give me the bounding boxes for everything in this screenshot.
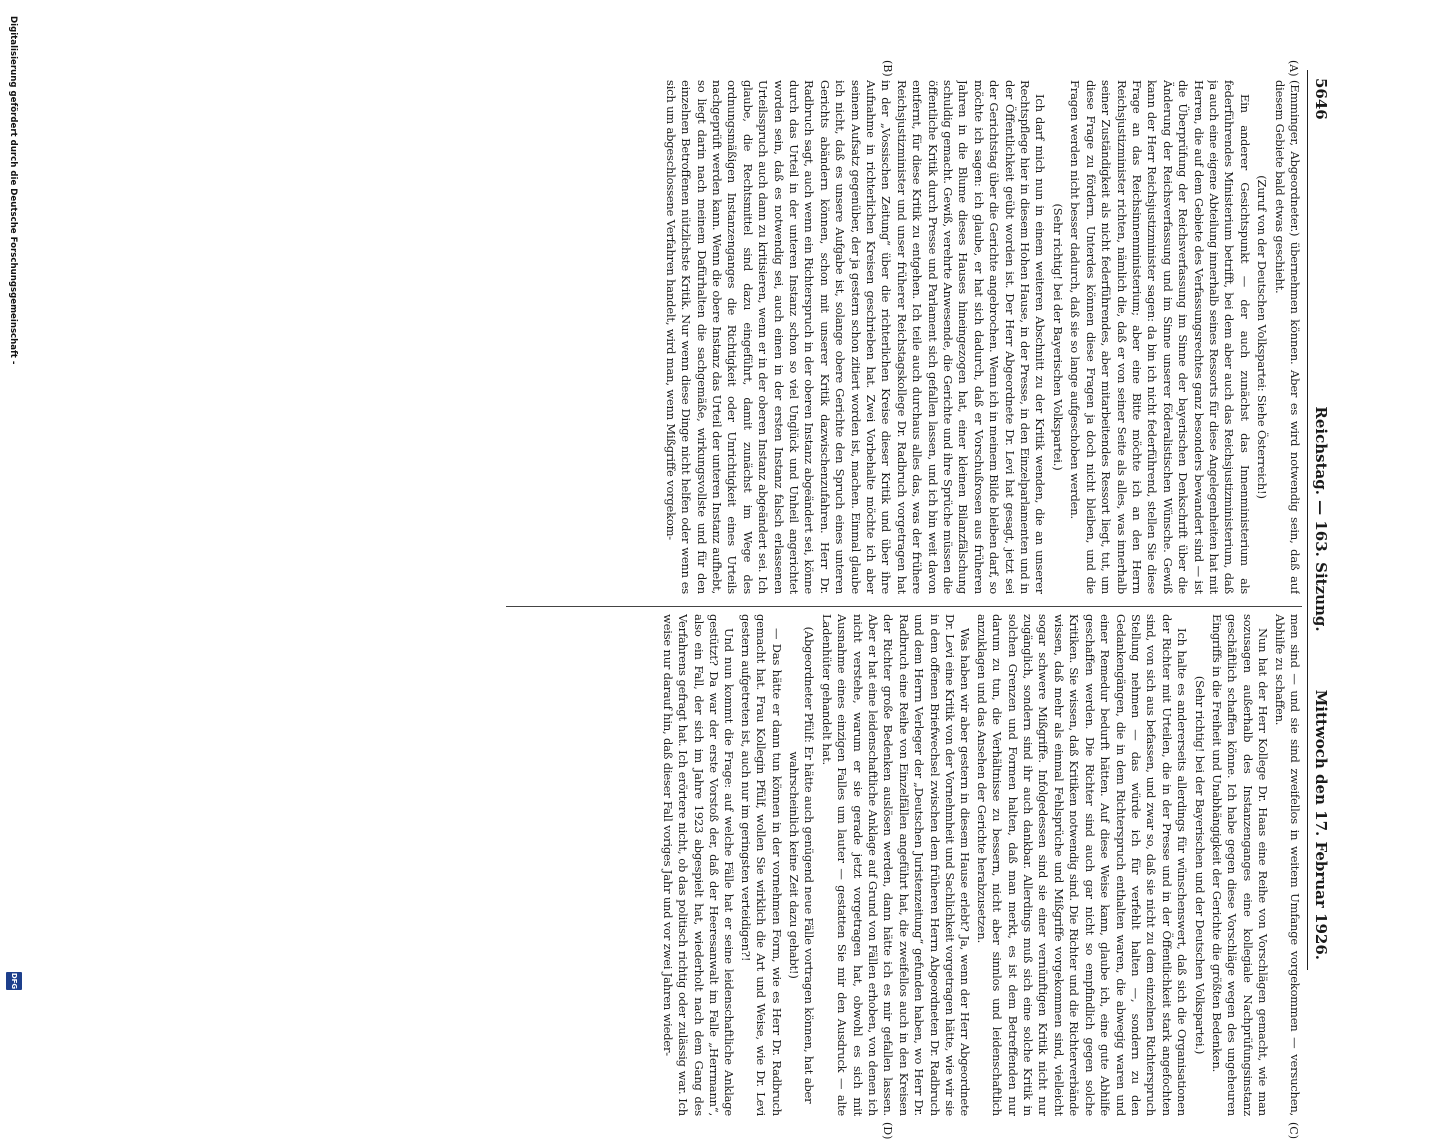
credit-text: Digitalisierung gefördert durch die Deutsche Forschungsgemeinschaft - <box>8 16 18 365</box>
paragraph: Nun hat der Herr Kollege Dr. Haas eine Reihe von Vorschlägen gemacht, wie man sozusagen außerhalb des Instanzenganges eine kollegiale Nachprüfungsinstanz geschäftlich schaffen könne. Ich habe gegen diese Vorschläge wegen des ungeheuren Eingriffs in die Freiheit und Unabhängigkeit der Gerichte die größten Bedenken. <box>1209 614 1271 1116</box>
paragraph: Ein anderer Gesichtspunkt — der auch zunächst das Innenministerium als federführendes Ministerium betrifft, bei dem aber auch das Reichsjustizministerium, daß ja auch eine eigene Abteilung innerhalb seines Ressorts für diese Angelegenheiten hat mit Herren, die auf dem Gebiete des Verfassungsrechtes ganz besonders bewandert sind — ist die Überprüfung der Reichsverfassung im Sinne der bayerischen Denkschrift über die Änderung der Reichsverfassung und im Sinne unserer föderalistischen Wünsche. Gewiß kann der Herr Reichsjustizminister sagen: da bin ich nicht federführend, stellen Sie diese Frage an das Reichsinnenministerium; aber eine Bitte möchte ich an den Herrn Reichsjustizminister richten, nämlich die, daß er von seiner Seite als alles, was innerhalb seiner Zuständigkeit als nicht federführendes, aber mitarbeitendes Ressort liegt, tut, um diese Frage zu fördern. Unterdes können diese Fragen ja doch nicht bleiben, und die Fragen werden nicht besser dadurch, daß sie so lange aufgeschoben werden. <box>1068 80 1252 594</box>
paragraph: Was haben wir aber gestern in diesem Hause erlebt? Ja, wenn der Herr Abgeordnete Dr. Levi eine Kritik von der Vornehmheit und Sachlichkeit vorgetragen hätte, wie wir sie in dem offenen Briefwechsel zwischen dem früheren Herrn Abgeordneten Dr. Radbruch und dem Herrn Verleger der „Deutschen Juristenzeitung“ gefunden haben, wo Herr Dr. Radbruch eine Reihe von Einzelfällen angeführt hat, die zweifellos auch in den Kreisen der Richter große Bedenken auslösen werden, dann hätte ich es mir gefallen lassen. Aber er hat eine leidenschaftliche Anklage auf Grund von Fällen erhoben, von denen ich nicht verstehe, warum er sie gerade jetzt vorgetragen hat, obwohl es sich mit Ausnahme eines einzigen Falles um lauter — gestatten Sie mir den Ausdruck — alte Ladenhüter gehandelt hat. <box>819 614 973 1116</box>
margin-marker-a: (A) <box>1287 60 1300 77</box>
paragraph: Und nun kommt die Frage: auf welche Fälle hat er seine leidenschaftliche Anklage gestützt? Da war der erste Vorstoß der, daß der Heeresanwalt im Falle „Herrmann“, also ein Fall, der sich im Jahre 1923 abgespielt hat, wiederholt nach dem Gang des Verfahrens gefragt hat. Ich erörtere nicht, ob das politisch richtig oder zulässig war. Ich weise nur darauf hin, daß dieser Fall voriges Jahr und vor zwei Jahren wieder- <box>660 614 737 1116</box>
header-rule <box>1307 70 1308 970</box>
margin-marker-b: (B) <box>881 60 894 77</box>
interjection: (Sehr richtig! bei der Bayerischen und der Deutschen Volkspartei.) <box>1192 675 1207 1055</box>
column-divider <box>506 606 1302 607</box>
right-text-column <box>500 614 1302 1116</box>
paragraph: men sind — und sie sind zweifellos in weitem Umfange vorgekommen — versuchen, Abhilfe zu schaffen. <box>1272 614 1302 1116</box>
digitization-credit <box>2 0 24 1000</box>
session-title: Reichstag. — 163. Sitzung. <box>1312 406 1330 632</box>
page-header <box>1308 78 1330 960</box>
margin-marker-d: (D) <box>881 1122 894 1139</box>
margin-marker-c: (C) <box>1287 1122 1300 1139</box>
paragraph: (Emminger, Abgeordneter.) übernehmen können. Aber es wird notwendig sein, daß auf diesem Gebiete bald etwas geschieht. <box>1272 80 1302 594</box>
page-number: 5646 <box>1312 78 1330 120</box>
paragraph: Ich halte es andererseits allerdings für wünschenswert, daß sich die Organisationen der Richter mit Urteilen, die in der Presse und in der Öffentlichkeit stark angefochten sind, von sich aus befassen, und zwar so, daß sie nicht zu dem einzelnen Richterspruch Stellung nehmen — das würde ich für verfehlt halten —, sondern zu den Gedankengängen, die in dem Richterspruch enthalten waren, die abwegig waren und einer Remedur bedurft hätten. Auf diese Weise kann, glaube ich, eine gute Abhilfe geschaffen werden. Die Richter sind auch gar nicht so empfindlich gegen solche Kritiken. Sie wissen, daß Kritiken notwendig sind. Die Richter und die Richterverbände wissen, daß mehr als einmal Fehlsprüche und Mißgriffe vorgekommen sind, vielleicht sogar schwere Mißgriffe. Infolgedessen sind sie einer vernünftigen Kritik nicht nur zugänglich, sondern sind ihr auch dankbar. Allerdings muß sich eine solche Kritik in solchen Grenzen und Formen halten, daß man merkt, es ist dem Betreffenden nur darum zu tun, die Verhältnisse zu bessern, nicht aber sinnlos und leidenschaftlich anzuklagen und das Ansehen der Gerichte herabzusetzen. <box>974 614 1190 1116</box>
interjection: (Zuruf von der Deutschen Volkspartei: Siehe Österreich!) <box>1255 175 1270 499</box>
interjection: (Sehr richtig! bei der Bayerischen Volkspartei.) <box>1050 203 1065 471</box>
interjection: (Abgeordneter Pfülf: Er hätte auch genügend neue Fälle vortragen können, hat aber wahrscheinlich keine Zeit dazu gehabt!) <box>787 626 817 1104</box>
paragraph: Ich darf mich nun in einem weiteren Abschnitt zu der Kritik wenden, die an unserer Rechtspflege hier in diesem Hohen Hause, in der Presse, in den Einzelparlamenten und in der Öffentlichkeit geübt worden ist. Der Herr Abgeordnete Dr. Levi hat gesagt, jetzt sei der Gerichtstag über die Gerichte angebrochen. Wenn ich in meinem Bilde bleiben darf, so möchte ich sagen: ich glaube, er hat sich dadurch, daß er Vorschußrosen aus früheren Jahren in die Blume dieses Hauses hineingezogen hat, einer kleinen Bilanzfälschung schuldig gemacht. Gewiß, verehrte Anwesende, die Gerichte und ihre Sprüche müssen die öffentliche Kritik durch Presse und Parlament sich gefallen lassen, und ich bin weit davon entfernt, für diese Kritik zu entgehen. Ich teile auch durchaus alles das, was der frühere Reichsjustizminister und unser früherer Reichstagskollege Dr. Radbruch vorgetragen hat in der „Vossischen Zeitung“ über die richterlichen Kreise dieser Kritik und über ihre Aufnahme in richterlichen Kreisen geschrieben hat. Zwei Vorbehalte möchte ich aber seinem Aufsatz gegenüber, der ja gestern schon zitiert worden ist, machen. Einmal glaube ich nicht, daß es unsere Aufgabe ist, solange obere Gerichte den Spruch eines unteren Gerichts abändern können, schon mit unserer Kritik dazwischenzufahren. Herr Dr. Radbruch sagt, auch wenn ein Richterspruch in der oberen Instanz abgeändert sei, könne durch das Urteil in der unteren Instanz schon so viel Unglück und Unheil angerichtet worden sein, daß es notwendig sei, auch einen in der ersten Instanz falsch erlassenen Urteilsspruch auch dann zu kritisieren, wenn er in der oberen Instanz abgeändert sei. Ich glaube, die Rechtsmittel sind dazu eingeführt, damit zunächst im Wege des ordnungsmäßigen Instanzenganges die Richtigkeit oder Unrichtigkeit eines Urteils nachgeprüft werden kann. Wenn die obere Instanz das Urteil der unteren Instanz aufhebt, so liegt darin nach meinem Dafürhalten die sachgemäße, wirkungsvollste und für den einzelnen Betroffenen nützlichste Kritik. Nur wenn diese Dinge nicht helfen oder wenn es sich um abgeschlossene Verfahren handelt, wird man, wenn Mißgriffe vorgekom- <box>663 80 1048 594</box>
paragraph: — Das hätte er dann tun können in der vornehmen Form, wie es Herr Dr. Radbruch gemacht hat. Frau Kollegin Pfülf, wollen Sie wirklich die Art und Weise, wie Dr. Levi gestern aufgetreten ist, auch nur im geringsten verteidigen?! <box>738 614 784 1116</box>
left-text-column <box>500 80 1302 594</box>
dfg-logo: DFG <box>6 972 22 990</box>
session-date: Mittwoch den 17. Februar 1926. <box>1312 689 1330 960</box>
